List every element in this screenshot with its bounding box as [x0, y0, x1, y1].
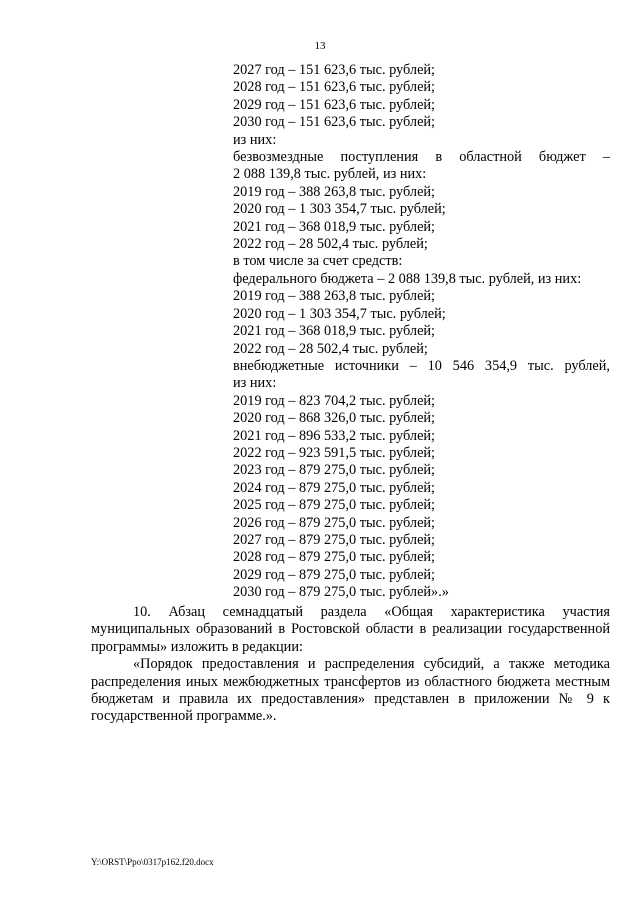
- free-receipts-line: 2 088 139,8 тыс. рублей, из них:: [233, 166, 427, 183]
- extra-budget-line: 2030 год – 879 275,0 тыс. рублей».»: [233, 584, 449, 601]
- free-receipts-line: 2022 год – 28 502,4 тыс. рублей;: [233, 340, 428, 357]
- free-receipts-line: 2021 год – 368 018,9 тыс. рублей;: [233, 218, 436, 235]
- extra-budget-line: 2022 год – 923 591,5 тыс. рублей;: [233, 444, 436, 461]
- amendment-section: [91, 604, 610, 726]
- footer-file-path: Y:\ORST\Ppo\0317p162.f20.docx: [91, 857, 214, 867]
- extra-budget-line: 2028 год – 879 275,0 тыс. рублей;: [233, 549, 436, 566]
- funding-line: 2028 год – 151 623,6 тыс. рублей;: [233, 79, 436, 96]
- extra-budget-line: из них:: [233, 375, 277, 392]
- extra-budget-line: 2027 год – 879 275,0 тыс. рублей;: [233, 531, 436, 548]
- free-receipts-line: 2022 год – 28 502,4 тыс. рублей;: [233, 236, 428, 253]
- free-receipts-line: в том числе за счет средств:: [233, 253, 403, 270]
- extra-budget-heading: внебюджетные источники – 10 546 354,9 тыс. рублей,: [233, 357, 610, 374]
- extra-budget-line: 2020 год – 868 326,0 тыс. рублей;: [233, 410, 436, 427]
- funding-line: 2027 год – 151 623,6 тыс. рублей;: [233, 62, 436, 78]
- extra-budget-line: 2024 год – 879 275,0 тыс. рублей;: [233, 479, 436, 496]
- extra-budget-line: 2025 год – 879 275,0 тыс. рублей;: [233, 497, 436, 514]
- extra-budget-line: 2026 год – 879 275,0 тыс. рублей;: [233, 514, 436, 531]
- amendment-quote-paragraph: «Порядок предоставления и распределения субсидий, а также методика распределения иных межбюджетных трансфертов из областного бюджета местным бюджетам и правила их предоставления» представлен в приложении № 9 к государственной программе.».: [91, 656, 610, 725]
- free-receipts-line: 2020 год – 1 303 354,7 тыс. рублей;: [233, 201, 446, 218]
- free-receipts-line: 2021 год – 368 018,9 тыс. рублей;: [233, 323, 436, 340]
- free-receipts-heading: безвозмездные поступления в областной бюджет –: [233, 149, 610, 166]
- funding-line: 2030 год – 151 623,6 тыс. рублей;: [233, 114, 436, 131]
- funding-breakdown: [233, 62, 610, 602]
- funding-line: 2029 год – 151 623,6 тыс. рублей;: [233, 96, 436, 113]
- extra-budget-line: 2021 год – 896 533,2 тыс. рублей;: [233, 427, 436, 444]
- free-receipts-line: 2019 год – 388 263,8 тыс. рублей;: [233, 288, 436, 305]
- free-receipts-line: федерального бюджета – 2 088 139,8 тыс. рублей, из них:: [233, 270, 582, 287]
- extra-budget-line: 2029 год – 879 275,0 тыс. рублей;: [233, 566, 436, 583]
- extra-budget-line: 2023 год – 879 275,0 тыс. рублей;: [233, 462, 436, 479]
- free-receipts-line: 2019 год – 388 263,8 тыс. рублей;: [233, 183, 436, 200]
- funding-line: из них:: [233, 131, 277, 148]
- free-receipts-line: 2020 год – 1 303 354,7 тыс. рублей;: [233, 305, 446, 322]
- extra-budget-line: 2019 год – 823 704,2 тыс. рублей;: [233, 392, 436, 409]
- page-number: 13: [314, 40, 326, 52]
- amendment-paragraph-10: 10. Абзац семнадцатый раздела «Общая характеристика участия муниципальных образований в Ростовской области в реализации государственной программы» изложить в редакции:: [91, 604, 610, 655]
